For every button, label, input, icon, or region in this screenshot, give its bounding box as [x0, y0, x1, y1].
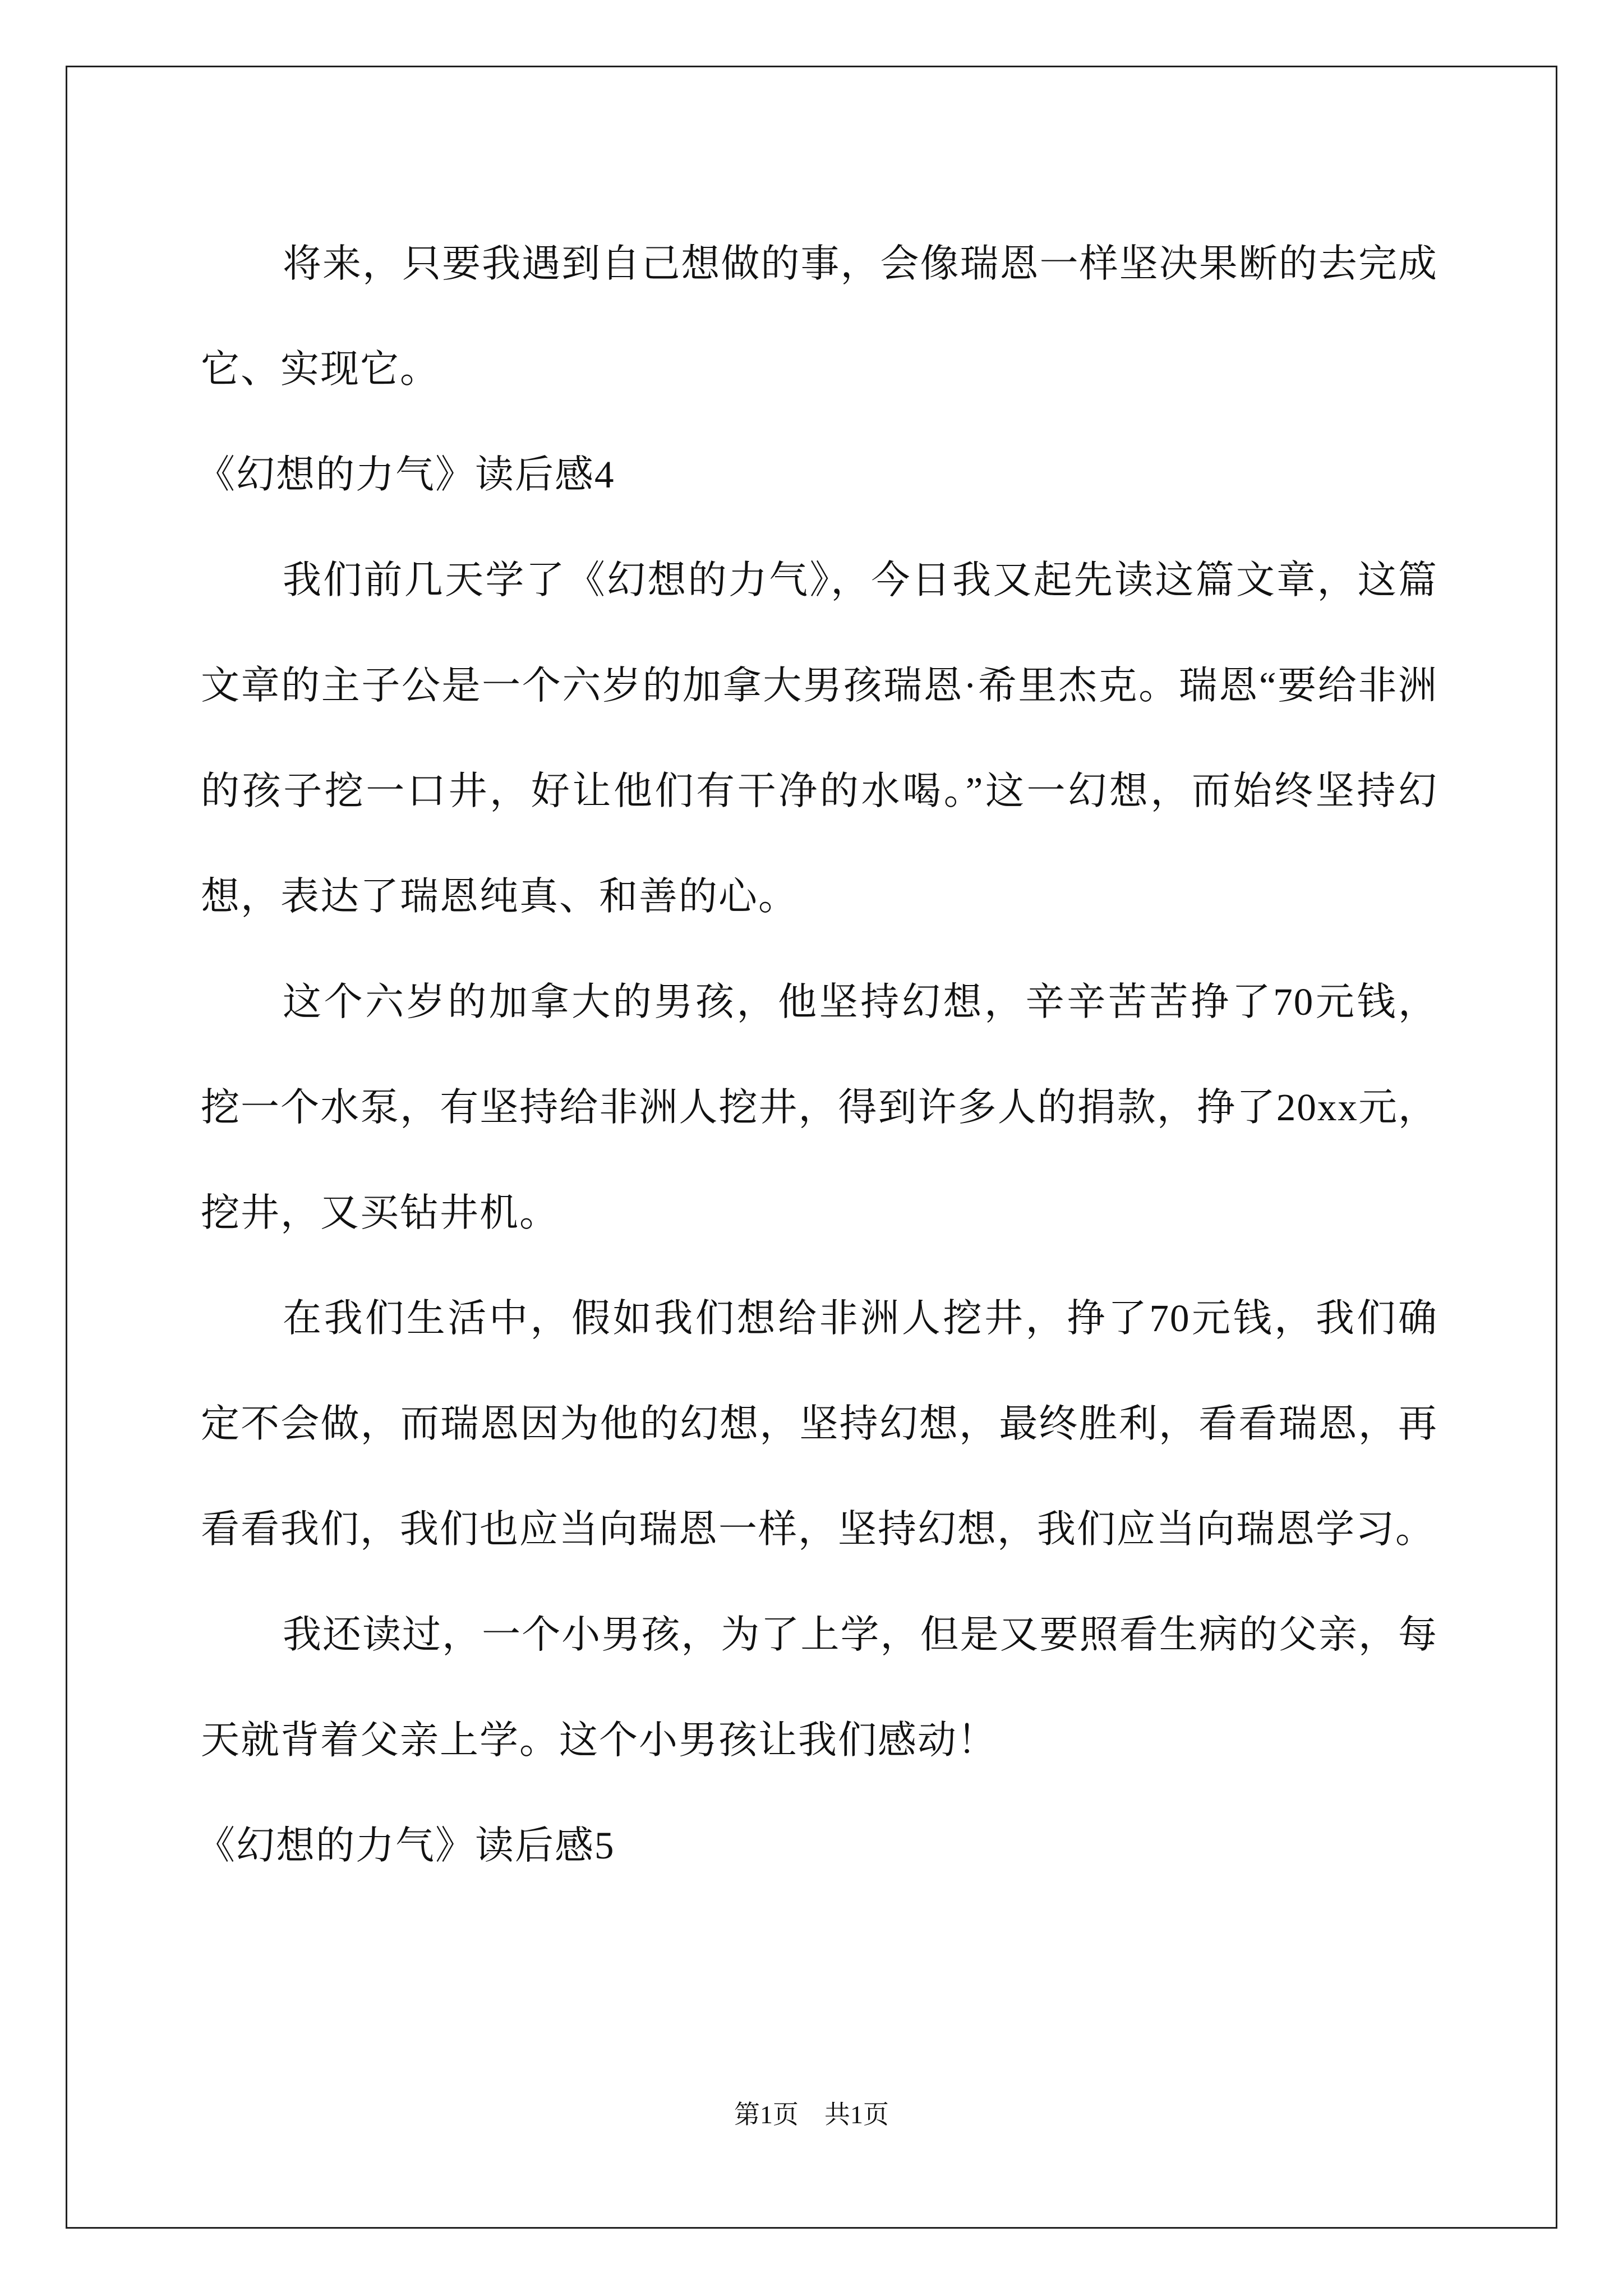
paragraph: 我还读过，一个小男孩，为了上学，但是又要照看生病的父亲，每天就背着父亲上学。这个小男孩让我们感动！ — [201, 1613, 1438, 1761]
paragraph: 将来，只要我遇到自己想做的事，会像瑞恩一样坚决果断的去完成它、实现它。 — [201, 242, 1438, 390]
paragraph: 这个六岁的加拿大的男孩，他坚持幻想，辛辛苦苦挣了70元钱，挖一个水泵，有坚持给非洲人挖井，得到许多人的捐款，挣了20xx元，挖井，又买钻井机。 — [201, 981, 1438, 1234]
page-total: 共1页 — [824, 2100, 889, 2129]
page-number: 第1页 — [734, 2100, 799, 2129]
page-footer — [0, 2098, 1623, 2132]
document-body — [196, 211, 1438, 1898]
paragraph: 在我们生活中，假如我们想给非洲人挖井，挣了70元钱，我们确定不会做，而瑞恩因为他的幻想，坚持幻想，最终胜利，看看瑞恩，再看看我们，我们也应当向瑞恩一样，坚持幻想，我们应当向瑞恩学习。 — [201, 1297, 1438, 1550]
paragraph: 我们前几天学了《幻想的力气》，今日我又起先读这篇文章，这篇文章的主子公是一个六岁的加拿大男孩瑞恩·希里杰克。瑞恩“要给非洲的孩子挖一口井，好让他们有干净的水喝。”这一幻想，而始终坚持幻想，表达了瑞恩纯真、和善的心。 — [201, 559, 1438, 918]
section-heading: 《幻想的力气》读后感4 — [196, 453, 615, 496]
section-heading: 《幻想的力气》读后感5 — [196, 1824, 615, 1867]
